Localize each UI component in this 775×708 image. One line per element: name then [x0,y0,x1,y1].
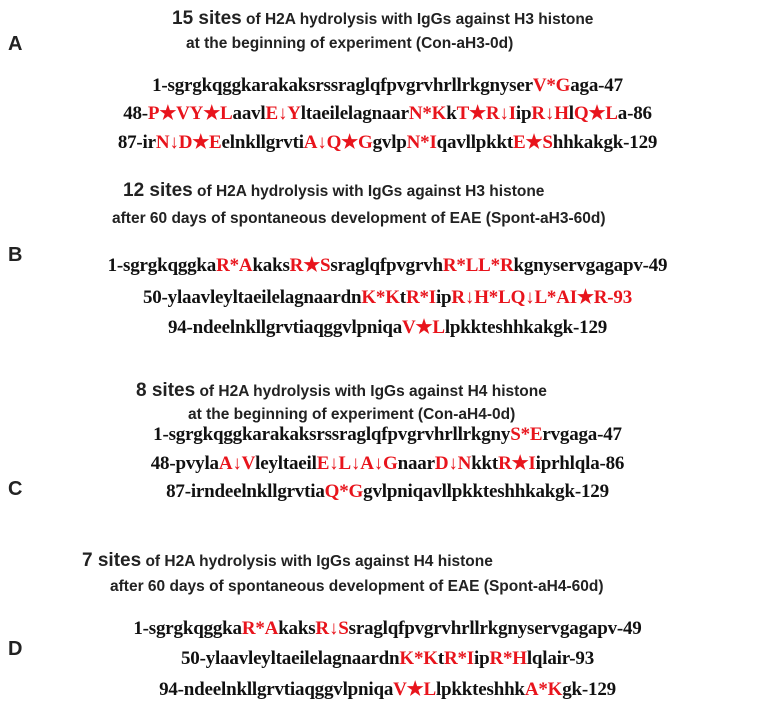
panel-c-subheading: at the beginning of experiment (Con-aH4-0d) [188,406,516,423]
panel-b-subheading: after 60 days of spontaneous development of EAE (Spont-aH3-60d) [112,210,606,227]
sequence-segment: t [437,648,444,669]
heading-text: of H2A hydrolysis with IgGs against H4 histone [141,553,493,570]
sequence-segment: gk-129 [562,679,616,700]
panel-d-heading [0,550,775,572]
sequence-segment: aavl [232,103,266,124]
cleavage-site: E★S [513,132,553,153]
cleavage-site: R↓S [315,618,349,639]
sequence-segment: kaks [278,618,316,639]
cleavage-site: V★L [393,679,436,700]
sequence-segment: leyltaeil [255,453,317,474]
panel-label-c: C [8,478,23,500]
cleavage-site: R*A [241,618,279,639]
cleavage-site: V★L [402,317,445,338]
cleavage-site: R*I [443,648,474,669]
panel-c-heading [0,380,775,402]
panel-label-a: A [8,33,23,55]
cleavage-site: R↓H*LQ↓L*AI★R-93 [451,287,633,308]
sequence-segment: hhkakgk-129 [552,132,658,153]
sequence-segment: 94-ndeelnkllgrvtiaqggvlpniqa [159,679,394,700]
sequence-line [0,452,775,475]
cleavage-site: R*I [405,287,436,308]
cleavage-site: S*E [510,424,543,445]
cleavage-site: T★R↓I [456,103,516,124]
sequence-segment: 1-sgrgkqggkarakaksrssraglqfpvgrvhrllrkgnyser [152,75,533,96]
cleavage-site: R*H [489,648,527,669]
panel-b-heading [0,180,775,202]
site-count: 8 sites [136,380,196,401]
sequence-segment: 87-ir [117,132,156,153]
sequence-segment: ip [515,103,532,124]
sequence-segment: iprhlqla-86 [535,453,625,474]
cleavage-site: N*I [406,132,437,153]
sequence-segment: k [446,103,457,124]
sequence-line [0,102,775,125]
sequence-segment: lpkkteshhkakgk-129 [444,317,608,338]
sequence-segment: 48-pvyla [150,453,219,474]
heading-text: of H2A hydrolysis with IgGs against H4 histone [195,383,547,400]
sequence-segment: 1-sgrgkqggka [107,255,217,276]
heading-text: of H2A hydrolysis with IgGs against H3 histone [192,183,545,200]
sequence-segment: 94-ndeelnkllgrvtiaqggvlpniqa [167,317,403,338]
sequence-line [0,424,775,446]
panel-label-b: B [8,244,23,266]
sequence-segment: elnkllgrvti [221,132,304,153]
sequence-segment: lqlair-93 [526,648,595,669]
sequence-segment: gvlp [372,132,407,153]
cleavage-site: A↓V [218,453,256,474]
site-count: 15 sites [172,8,242,29]
cleavage-site: E↓Y [265,103,301,124]
cleavage-site: R★S [289,255,331,276]
sequence-line [0,254,775,277]
sequence-line [0,286,775,309]
panel-label-d: D [8,638,23,660]
panel-a-heading [0,8,775,30]
sequence-segment: qavllpkkt [436,132,514,153]
cleavage-site: R★I [498,453,536,474]
sequence-segment: 50-ylaavleyltaeilelagnaardn [142,287,362,308]
cleavage-site: R↓H [531,103,569,124]
sequence-segment: rvgaga-47 [542,424,622,445]
sequence-segment: ip [473,648,490,669]
sequence-segment: lpkkteshhk [435,679,525,700]
sequence-segment: kaks [252,255,290,276]
cleavage-site: V*G [532,75,571,96]
cleavage-site: P★VY★L [147,103,233,124]
site-count: 7 sites [82,550,142,571]
cleavage-site: R*A [216,255,253,276]
cleavage-site: R*LL*R [442,255,514,276]
cleavage-site: N*K [408,103,447,124]
sequence-segment: a-86 [617,103,652,124]
sequence-segment: l [568,103,574,124]
heading-text: of H2A hydrolysis with IgGs against H3 histone [241,11,594,28]
sequence-segment: 1-sgrgkqggka [133,618,242,639]
sequence-segment: 1-sgrgkqggkarakaksrssraglqfpvgrvhrllrkgny [153,424,511,445]
cleavage-site: Q*G [324,481,364,502]
sequence-segment: gvlpniqavllpkkteshhkakgk-129 [363,481,609,502]
site-count: 12 sites [123,180,193,201]
cleavage-site: A*K [524,679,563,700]
cleavage-site: K*K [399,648,438,669]
sequence-line [0,131,775,154]
sequence-segment: t [399,287,406,308]
sequence-segment: ltaeilelagnaar [300,103,409,124]
sequence-segment: sraglqfpvgrvhrllrkgnyservgagapv-49 [348,618,642,639]
sequence-line [0,678,775,701]
sequence-line [0,75,775,97]
sequence-segment: kkt [471,453,499,474]
cleavage-site: D↓N [434,453,472,474]
panel-a-subheading: at the beginning of experiment (Con-aH3-0d) [186,35,514,52]
sequence-line [0,481,775,503]
cleavage-site: N↓D★E [155,132,222,153]
sequence-segment: sraglqfpvgrvh [330,255,443,276]
sequence-segment: 50-ylaavleyltaeilelagnaardn [180,648,400,669]
sequence-segment: naar [397,453,435,474]
sequence-segment: aga-47 [570,75,623,96]
sequence-segment: kgnyservgagapv-49 [513,255,668,276]
sequence-line [0,618,775,640]
sequence-segment: ip [435,287,452,308]
cleavage-site: K*K [361,287,400,308]
cleavage-site: Q★L [573,103,618,124]
cleavage-site: A↓Q★G [303,132,373,153]
sequence-segment: 87-irndeelnkllgrvtia [166,481,325,502]
sequence-line [0,316,775,339]
sequence-line [0,648,775,670]
sequence-segment: 48- [123,103,148,124]
cleavage-site: E↓L↓A↓G [316,453,398,474]
panel-d-subheading: after 60 days of spontaneous development of EAE (Spont-aH4-60d) [110,578,604,595]
